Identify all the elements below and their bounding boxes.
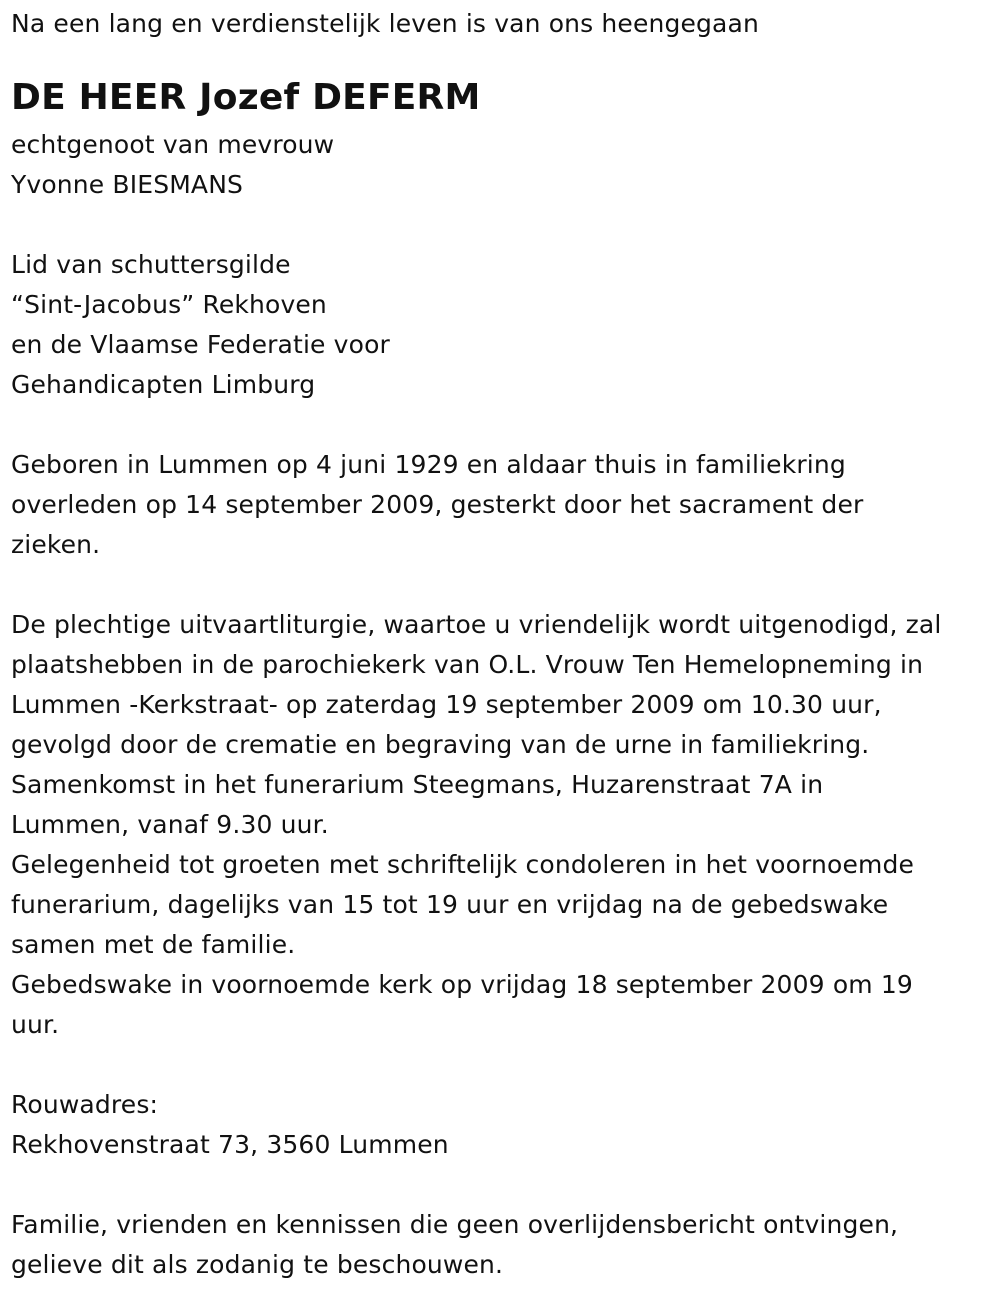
ceremony-line: De plechtige uitvaartliturgie, waartoe u vriendelijk wordt uitgenodigd, zal	[11, 610, 942, 639]
birth-death-line: overleden op 14 september 2009, gesterkt door het sacrament der	[11, 490, 864, 519]
address-block	[11, 1085, 996, 1165]
closing-line: gelieve dit als zodanig te beschouwen.	[11, 1250, 504, 1279]
membership-line: “Sint-Jacobus” Rekhoven	[11, 290, 327, 319]
spouse-line: echtgenoot van mevrouw	[11, 130, 335, 159]
spacer	[11, 565, 996, 605]
ceremony-line: Gelegenheid tot groeten met schriftelijk condoleren in het voornoemde	[11, 850, 915, 879]
membership-line: Lid van schuttersgilde	[11, 250, 291, 279]
membership-block	[11, 245, 996, 405]
closing-line: Familie, vrienden en kennissen die geen overlijdensbericht ontvingen,	[11, 1210, 899, 1239]
obituary-notice	[11, 0, 996, 1285]
birth-death-line: zieken.	[11, 530, 101, 559]
address-label: Rouwadres:	[11, 1090, 159, 1119]
birth-death-line: Geboren in Lummen op 4 juni 1929 en aldaar thuis in familiekring	[11, 450, 846, 479]
spacer	[11, 44, 996, 71]
membership-line: en de Vlaamse Federatie voor	[11, 330, 390, 359]
spacer	[11, 1165, 996, 1205]
spacer	[11, 405, 996, 445]
ceremony-line: uur.	[11, 1010, 60, 1039]
ceremony-line: plaatshebben in de parochiekerk van O.L. Vrouw Ten Hemelopneming in	[11, 650, 924, 679]
ceremony-line: Lummen -Kerkstraat- op zaterdag 19 september 2009 om 10.30 uur,	[11, 690, 882, 719]
ceremony-line: Lummen, vanaf 9.30 uur.	[11, 810, 329, 839]
ceremony-block	[11, 605, 996, 1045]
spouse-block	[11, 125, 996, 205]
spacer	[11, 1045, 996, 1085]
ceremony-line: Gebedswake in voornoemde kerk op vrijdag 18 september 2009 om 19	[11, 970, 913, 999]
closing-block	[11, 1205, 996, 1285]
ceremony-line: samen met de familie.	[11, 930, 296, 959]
intro-line: Na een lang en verdienstelijk leven is van ons heengegaan	[11, 9, 759, 38]
spouse-name: Yvonne BIESMANS	[11, 170, 244, 199]
birth-death-block	[11, 445, 996, 565]
ceremony-line: Samenkomst in het funerarium Steegmans, Huzarenstraat 7A in	[11, 770, 824, 799]
spacer	[11, 205, 996, 245]
ceremony-line: gevolgd door de crematie en begraving van de urne in familiekring.	[11, 730, 870, 759]
membership-line: Gehandicapten Limburg	[11, 370, 316, 399]
ceremony-line: funerarium, dagelijks van 15 tot 19 uur en vrijdag na de gebedswake	[11, 890, 889, 919]
deceased-name: DE HEER Jozef DEFERM	[11, 77, 481, 118]
address-value: Rekhovenstraat 73, 3560 Lummen	[11, 1130, 449, 1159]
